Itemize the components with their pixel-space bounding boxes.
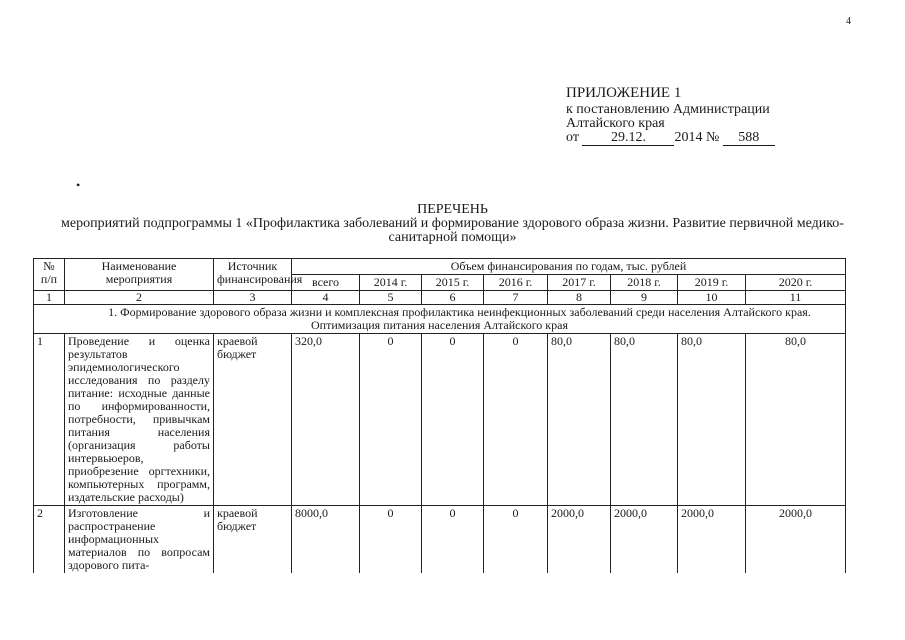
section-row — [34, 305, 846, 334]
header-year: 2015 г. — [422, 275, 484, 291]
row-name: Проведение и оценка результатов эпидемиологического исследования по разделу питание: исходные данные по информированности, потребности, привычкам питания населения (организация работы интервьюеров, приобрезение оргтехники, компьютерных программ, издательские расходы) — [65, 334, 214, 506]
appendix-block — [566, 86, 775, 146]
row-value: 80,0 — [678, 334, 746, 506]
appendix-date-line — [566, 131, 775, 146]
financing-table — [33, 258, 846, 573]
section-heading — [34, 305, 846, 334]
column-number: 3 — [214, 291, 292, 305]
heading-subtitle: мероприятий подпрограммы 1 «Профилактика заболеваний и формирование здорового образа жизни. Развитие первичной медико-санитарной помощи» — [61, 216, 844, 245]
row-value: 2000,0 — [611, 506, 678, 574]
column-number: 1 — [34, 291, 65, 305]
row-value: 2000,0 — [678, 506, 746, 574]
row-num: 1 — [34, 334, 65, 506]
row-value: 0 — [360, 334, 422, 506]
row-value: 320,0 — [292, 334, 360, 506]
header-year: 2020 г. — [746, 275, 846, 291]
column-number: 9 — [611, 291, 678, 305]
row-value: 0 — [422, 506, 484, 574]
section-subtitle: Оптимизация питания населения Алтайского края — [311, 318, 568, 332]
appendix-number: 588 — [723, 131, 775, 146]
page-number: 4 — [846, 16, 851, 27]
header-year: 2018 г. — [611, 275, 678, 291]
column-number: 8 — [548, 291, 611, 305]
column-number: 10 — [678, 291, 746, 305]
table-row — [34, 334, 846, 506]
row-name: Изготовление и распространение информационных материалов по вопросам здорового пита- — [65, 506, 214, 574]
appendix-title: ПРИЛОЖЕНИЕ 1 — [566, 85, 682, 101]
column-number: 5 — [360, 291, 422, 305]
row-value: 80,0 — [548, 334, 611, 506]
row-value: 8000,0 — [292, 506, 360, 574]
appendix-year: 2014 № — [674, 130, 720, 145]
header-year: 2014 г. — [360, 275, 422, 291]
column-number: 11 — [746, 291, 846, 305]
row-value: 0 — [422, 334, 484, 506]
header-num: № п/п — [34, 259, 65, 291]
column-number: 7 — [484, 291, 548, 305]
section-title: 1. Формирование здорового образа жизни и комплексная профилактика неинфекционных заболеваний среди населения Алтайского края. — [108, 305, 811, 319]
row-value: 2000,0 — [746, 506, 846, 574]
header-source: Источник финансирования — [214, 259, 292, 291]
row-value: 0 — [360, 506, 422, 574]
column-number-row — [34, 291, 846, 305]
row-value: 0 — [484, 506, 548, 574]
row-num: 2 — [34, 506, 65, 574]
header-year: 2017 г. — [548, 275, 611, 291]
header-year: всего — [292, 275, 360, 291]
row-value: 80,0 — [611, 334, 678, 506]
heading-title: ПЕРЕЧЕНЬ — [417, 202, 488, 217]
header-volume: Объем финансирования по годам, тыс. рублей — [292, 259, 846, 275]
appendix-from: от — [566, 130, 579, 145]
row-value: 2000,0 — [548, 506, 611, 574]
row-value: 0 — [484, 334, 548, 506]
appendix-line-1: к постановлению Администрации — [566, 102, 770, 117]
document-heading — [30, 203, 875, 245]
column-number: 4 — [292, 291, 360, 305]
row-source: краевой бюджет — [214, 506, 292, 574]
appendix-line-2: Алтайского края — [566, 116, 665, 131]
row-source: краевой бюджет — [214, 334, 292, 506]
table-row — [34, 506, 846, 574]
header-name: Наименование мероприятия — [65, 259, 214, 291]
row-value: 80,0 — [746, 334, 846, 506]
appendix-date: 29.12. — [582, 131, 674, 146]
header-year: 2019 г. — [678, 275, 746, 291]
header-year: 2016 г. — [484, 275, 548, 291]
table-header-row — [34, 259, 846, 275]
bullet-mark: • — [76, 178, 81, 192]
column-number: 6 — [422, 291, 484, 305]
column-number: 2 — [65, 291, 214, 305]
